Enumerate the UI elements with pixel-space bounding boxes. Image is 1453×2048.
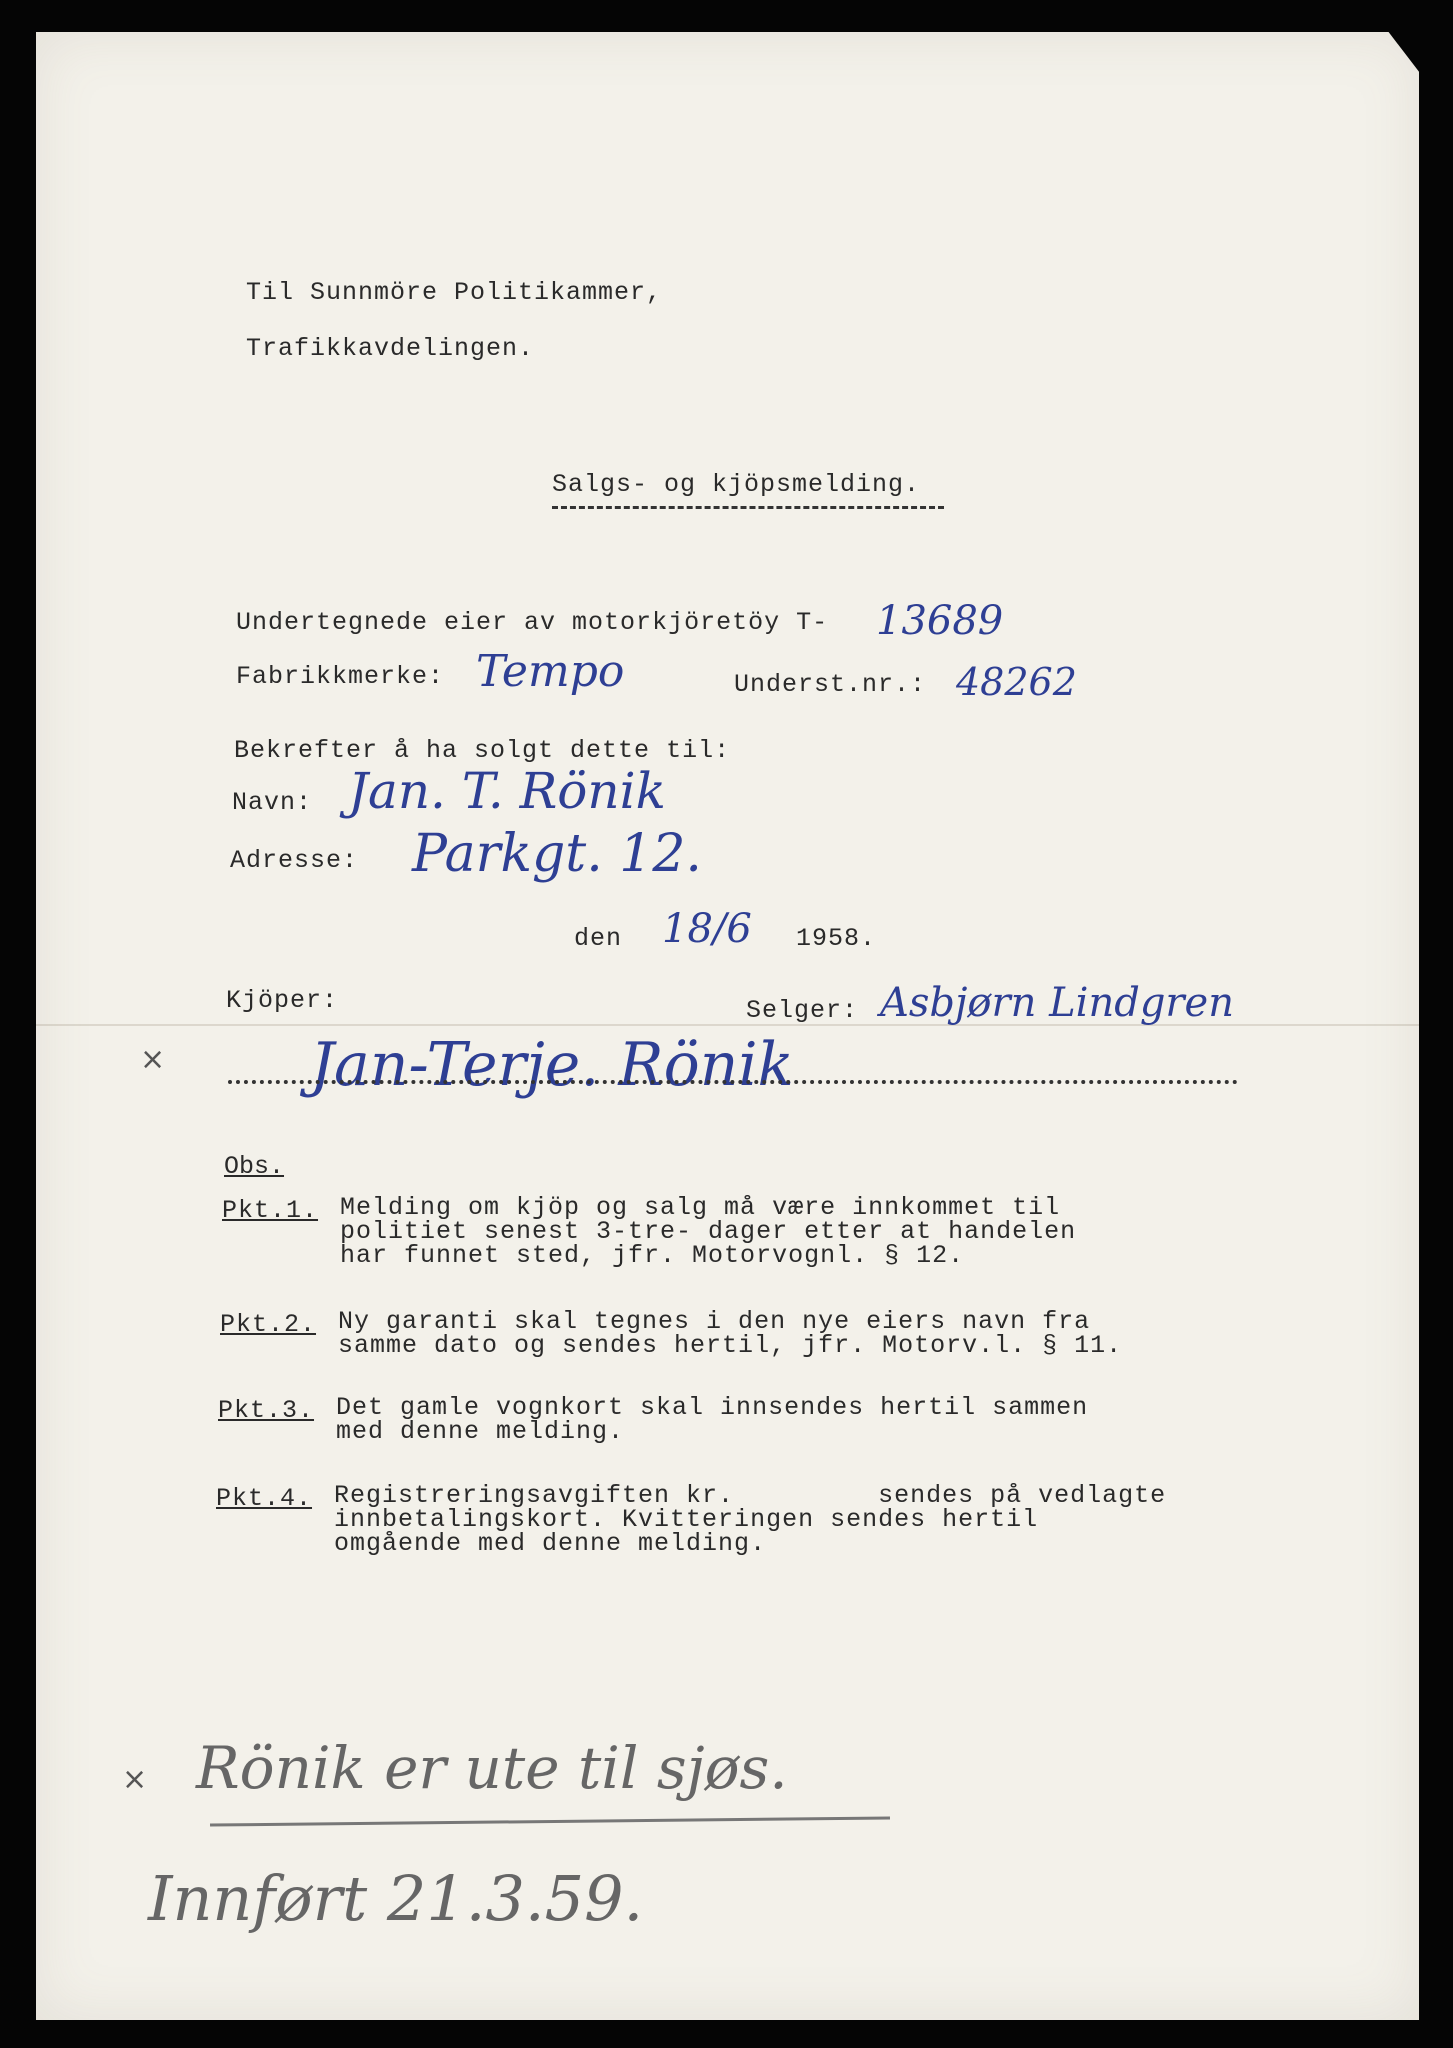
buyer-label: Kjöper: xyxy=(226,986,339,1015)
point-1-text: Melding om kjöp og salg må være innkommet til politiet senest 3-tre- dager etter at handelen har funnet sted, jfr. Motorvognl. § 12. xyxy=(340,1193,1077,1270)
make-value: Tempo xyxy=(476,646,625,697)
obs-label: Obs. xyxy=(224,1152,285,1181)
recipient-line-2: Trafikkavdelingen. xyxy=(246,334,535,363)
signature-dotted-line xyxy=(228,1080,1238,1084)
point-2-label: Pkt.2. xyxy=(220,1310,317,1339)
chassis-label: Underst.nr.: xyxy=(734,670,927,699)
vehicle-number: 13689 xyxy=(876,598,1004,644)
title-underline xyxy=(552,506,944,509)
pencil-note: Rönik er ute til sjøs. xyxy=(196,1734,788,1802)
pencil-stamp-note: Innført 21.3.59. xyxy=(148,1862,644,1935)
date-year: 1958. xyxy=(796,924,877,953)
name-value: Jan. T. Rönik xyxy=(348,762,666,820)
recipient-line-1: Til Sunnmöre Politikammer, xyxy=(246,278,663,307)
point-3-text: Det gamle vognkort skal innsendes hertil sammen med denne melding. xyxy=(336,1393,1089,1446)
make-label: Fabrikkmerke: xyxy=(236,662,445,691)
point-3-label: Pkt.3. xyxy=(218,1396,315,1425)
name-label: Navn: xyxy=(232,788,313,817)
address-label: Adresse: xyxy=(230,846,359,875)
owner-label: Undertegnede eier av motorkjöretöy T- xyxy=(236,608,829,637)
point-4-text: Registreringsavgiften kr. sendes på vedlagte innbetalingskort. Kvitteringen sendes hertil omgående med denne melding. xyxy=(334,1481,1167,1558)
date-value: 18/6 xyxy=(662,906,752,952)
document-title: Salgs- og kjöpsmelding. xyxy=(552,470,921,499)
address-value: Parkgt. 12. xyxy=(412,824,702,884)
date-prefix: den xyxy=(574,924,623,953)
point-4-label: Pkt.4. xyxy=(216,1484,313,1513)
point-1-label: Pkt.1. xyxy=(222,1196,319,1225)
seller-signature: Asbjørn Lindgren xyxy=(880,980,1234,1026)
cross-mark-2: × xyxy=(122,1762,148,1797)
chassis-value: 48262 xyxy=(956,660,1077,704)
buyer-signature: Jan-Terje. Rönik xyxy=(310,1030,794,1100)
confirm-label: Bekrefter å ha solgt dette til: xyxy=(234,736,731,765)
seller-label: Selger: xyxy=(746,996,859,1025)
point-2-text: Ny garanti skal tegnes i den nye eiers navn fra samme dato og sendes hertil, jfr. Motorv.l. § 11. xyxy=(338,1307,1123,1360)
document-page xyxy=(36,32,1419,2020)
cross-mark: × xyxy=(140,1042,166,1077)
